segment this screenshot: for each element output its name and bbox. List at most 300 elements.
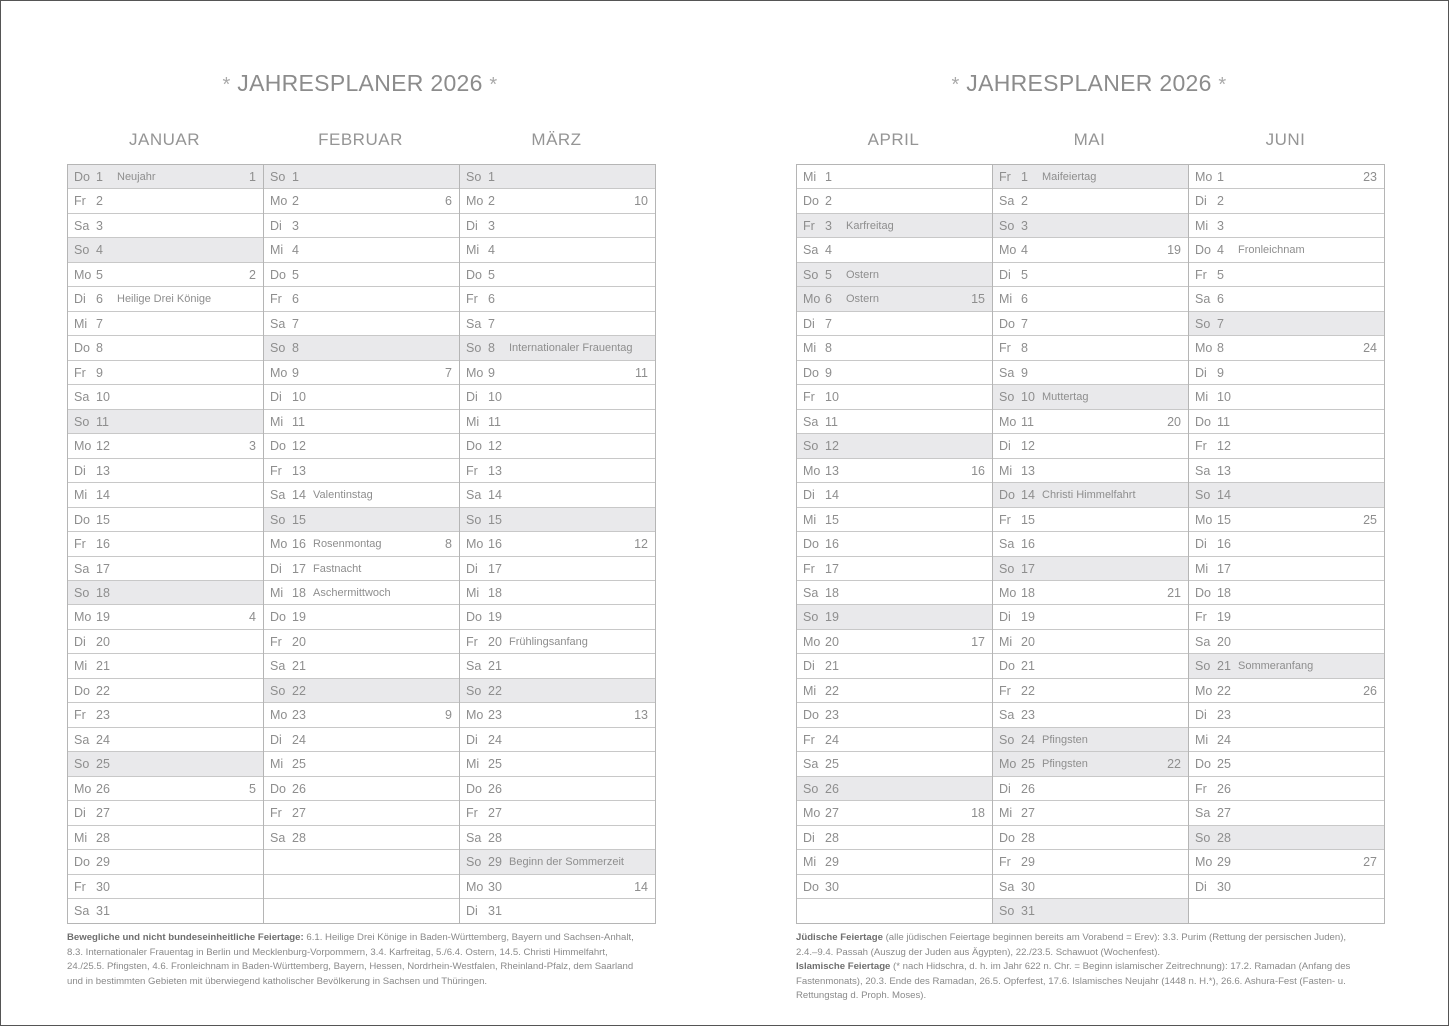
weekday-label: Sa — [999, 708, 1015, 723]
week-number: 7 — [445, 365, 452, 380]
month-column — [460, 165, 655, 923]
day-number: 12 — [1217, 439, 1231, 454]
weekday-label: Fr — [466, 806, 478, 821]
day-number: 29 — [488, 855, 502, 870]
day-number: 24 — [292, 732, 306, 747]
day-number: 14 — [488, 488, 502, 503]
day-cell — [1189, 850, 1384, 874]
day-cell — [993, 287, 1188, 311]
day-cell — [264, 508, 459, 532]
day-cell — [68, 287, 263, 311]
weekday-label: Mi — [999, 634, 1013, 649]
day-cell — [68, 214, 263, 238]
weekday-label: Mi — [1195, 732, 1209, 747]
holiday-label: Rosenmontag — [313, 538, 382, 551]
day-cell — [68, 361, 263, 385]
day-number: 27 — [488, 806, 502, 821]
day-cell — [68, 165, 263, 189]
day-number: 5 — [488, 267, 495, 282]
weekday-label: So — [999, 561, 1015, 576]
weekday-label: Di — [803, 659, 815, 674]
weekday-label: Di — [466, 390, 478, 405]
page-title — [67, 70, 653, 97]
weekday-label: So — [1195, 488, 1211, 503]
day-number: 9 — [488, 365, 495, 380]
day-cell — [68, 483, 263, 507]
day-number: 28 — [1217, 830, 1231, 845]
weekday-label: Mi — [74, 316, 88, 331]
day-cell — [264, 826, 459, 850]
day-cell — [797, 459, 992, 483]
day-cell — [797, 557, 992, 581]
weekday-label: So — [74, 243, 90, 258]
day-cell — [1189, 361, 1384, 385]
weekday-label: So — [270, 683, 286, 698]
day-number: 21 — [96, 659, 110, 674]
weekday-label: Di — [270, 732, 282, 747]
holiday-label: Heilige Drei Könige — [117, 293, 212, 306]
week-number: 19 — [1167, 243, 1181, 258]
week-number: 21 — [1167, 585, 1181, 600]
day-cell — [68, 385, 263, 409]
day-cell — [68, 263, 263, 287]
weekday-label: Fr — [74, 879, 86, 894]
weekday-label: Fr — [803, 390, 815, 405]
day-number: 5 — [292, 267, 299, 282]
weekday-label: Mo — [1195, 341, 1213, 356]
day-cell — [68, 850, 263, 874]
weekday-label: Mo — [999, 243, 1017, 258]
weekday-label: Mo — [270, 537, 288, 552]
day-number: 10 — [1217, 390, 1231, 405]
day-number: 2 — [488, 194, 495, 209]
footnote-text: 6.1. Heilige Drei Könige in Baden-Württemberg, Bayern und Sachsen-Anhalt, 8.3. Internationaler Frauentag in Berlin und Mecklenburg-Vorpommern, 3.4. Karfreitag, 5./6.4. Ostern, 14.5. Christi Himmelfahrt, 24./25.5. Pfingsten, 4.6. Fronleichnam in Baden-Württemberg, Bayern, Hessen, Nordrhein-Westfalen, Rheinland-Pfalz, dem Saarland und in bestimmten Gebieten mit überwiegend katholischer Bevölkerung in Sachsen und Thüringen. — [67, 932, 634, 987]
weekday-label: Do — [466, 267, 482, 282]
day-number: 9 — [825, 365, 832, 380]
day-number: 19 — [96, 610, 110, 625]
weekday-label: So — [466, 170, 482, 184]
day-cell — [68, 312, 263, 336]
weekday-label: Do — [803, 365, 819, 380]
week-number: 27 — [1363, 855, 1377, 870]
weekday-label: Sa — [466, 316, 482, 331]
day-number: 23 — [1021, 708, 1035, 723]
weekday-label: Mo — [466, 365, 484, 380]
day-cell — [264, 189, 459, 213]
day-cell — [993, 361, 1188, 385]
weekday-label: Mo — [270, 194, 288, 209]
week-number: 12 — [634, 537, 648, 552]
day-number: 22 — [1021, 683, 1035, 698]
holiday-label: Karfreitag — [846, 219, 894, 232]
week-number: 11 — [635, 365, 648, 380]
weekday-label: So — [803, 781, 819, 796]
day-cell — [797, 532, 992, 556]
day-cell — [460, 410, 655, 434]
weekday-label: Sa — [999, 365, 1015, 380]
day-cell — [993, 801, 1188, 825]
weekday-label: Di — [999, 781, 1011, 796]
weekday-label: Fr — [74, 194, 86, 209]
holiday-label: Pfingsten — [1042, 758, 1088, 771]
weekday-label: Mi — [466, 757, 480, 772]
day-cell — [460, 850, 655, 874]
day-number: 15 — [825, 512, 839, 527]
weekday-label: Mo — [74, 267, 92, 282]
day-number: 25 — [1021, 757, 1035, 772]
weekday-label: Mo — [466, 194, 484, 209]
day-cell — [264, 850, 459, 874]
day-number: 20 — [825, 634, 839, 649]
day-cell — [1189, 410, 1384, 434]
day-number: 7 — [825, 316, 832, 331]
weekday-label: Do — [466, 439, 482, 454]
weekday-label: Do — [1195, 243, 1211, 258]
holiday-label: Maifeiertag — [1042, 171, 1097, 183]
footnote-heading-jewish: Jüdische Feiertage — [796, 932, 883, 943]
weekday-label: Sa — [74, 904, 90, 919]
holiday-label: Sommeranfang — [1238, 660, 1314, 673]
weekday-label: Fr — [466, 634, 478, 649]
day-number: 5 — [96, 267, 103, 282]
month-name-juni: JUNI — [1265, 130, 1306, 149]
day-number: 31 — [96, 904, 110, 919]
day-number: 27 — [825, 806, 839, 821]
day-number: 6 — [96, 292, 103, 307]
day-number: 20 — [96, 634, 110, 649]
day-cell — [68, 777, 263, 801]
weekday-label: Sa — [270, 659, 286, 674]
day-cell — [264, 214, 459, 238]
weekday-label: Sa — [74, 390, 90, 405]
day-number: 29 — [1021, 855, 1035, 870]
weekday-label: Mo — [466, 879, 484, 894]
day-cell — [1189, 214, 1384, 238]
weekday-label: Do — [803, 537, 819, 552]
day-cell — [1189, 336, 1384, 360]
day-cell — [460, 238, 655, 262]
day-cell — [1189, 459, 1384, 483]
weekday-label: Mo — [803, 806, 821, 821]
day-number: 8 — [1021, 341, 1028, 356]
day-number: 21 — [488, 659, 502, 674]
weekday-label: Di — [803, 488, 815, 503]
day-cell — [460, 728, 655, 752]
weekday-label: Di — [1195, 537, 1207, 552]
day-number: 20 — [1021, 634, 1035, 649]
day-number: 26 — [825, 781, 839, 796]
day-cell — [264, 385, 459, 409]
weekday-label: Mo — [1195, 683, 1213, 698]
day-cell — [993, 850, 1188, 874]
day-cell — [993, 336, 1188, 360]
weekday-label: Sa — [999, 194, 1015, 209]
weekday-label: So — [74, 414, 90, 429]
weekday-label: Sa — [466, 488, 482, 503]
day-cell — [1189, 899, 1384, 922]
day-cell — [460, 899, 655, 922]
day-number: 3 — [292, 218, 299, 233]
weekday-label: So — [999, 218, 1015, 233]
weekday-label: Fr — [803, 561, 815, 576]
weekday-label: Mo — [466, 537, 484, 552]
holiday-label: Fastnacht — [313, 562, 362, 575]
day-number: 7 — [1217, 316, 1224, 331]
day-cell — [460, 287, 655, 311]
day-cell — [460, 557, 655, 581]
week-number: 22 — [1167, 757, 1181, 772]
weekday-label: Mi — [803, 512, 817, 527]
weekday-label: Fr — [1195, 610, 1207, 625]
holiday-label: Fronleichnam — [1238, 244, 1305, 257]
day-number: 22 — [292, 683, 306, 698]
day-cell — [993, 214, 1188, 238]
weekday-label: Do — [803, 708, 819, 723]
weekday-label: Fr — [74, 708, 86, 723]
day-number: 3 — [96, 218, 103, 233]
day-cell — [993, 899, 1188, 922]
day-number: 5 — [825, 267, 832, 282]
weekday-label: Mi — [1195, 561, 1209, 576]
day-cell — [264, 263, 459, 287]
day-cell — [797, 630, 992, 654]
month-name-april: APRIL — [867, 130, 920, 149]
weekday-label: Mi — [270, 414, 284, 429]
weekday-label: So — [466, 341, 482, 356]
day-number: 26 — [1021, 781, 1035, 796]
day-number: 28 — [96, 830, 110, 845]
day-cell — [993, 410, 1188, 434]
weekday-label: Do — [74, 512, 90, 527]
day-number: 1 — [96, 170, 103, 184]
weekday-label: So — [74, 585, 90, 600]
weekday-label: So — [803, 267, 819, 282]
day-number: 9 — [292, 365, 299, 380]
month-column — [993, 165, 1189, 923]
day-number: 5 — [1217, 267, 1224, 282]
day-cell — [1189, 703, 1384, 727]
week-number: 5 — [249, 781, 256, 796]
day-cell — [797, 850, 992, 874]
day-cell — [68, 752, 263, 776]
day-number: 23 — [1217, 708, 1231, 723]
weekday-label: Mi — [803, 341, 817, 356]
day-cell — [264, 483, 459, 507]
day-cell — [1189, 483, 1384, 507]
day-number: 16 — [825, 537, 839, 552]
day-number: 26 — [292, 781, 306, 796]
weekday-label: Fr — [1195, 781, 1207, 796]
day-number: 17 — [96, 561, 110, 576]
day-cell — [68, 189, 263, 213]
weekday-label: Fr — [270, 806, 282, 821]
day-cell — [264, 801, 459, 825]
day-cell — [68, 703, 263, 727]
day-number: 16 — [1021, 537, 1035, 552]
day-cell — [797, 581, 992, 605]
weekday-label: Mo — [74, 439, 92, 454]
day-cell — [460, 263, 655, 287]
day-number: 14 — [1021, 488, 1035, 503]
day-number: 16 — [96, 537, 110, 552]
day-number: 11 — [488, 414, 501, 429]
day-number: 27 — [1021, 806, 1035, 821]
title-text: JAHRESPLANER 2026 — [966, 70, 1212, 96]
day-number: 3 — [825, 218, 832, 233]
weekday-label: Fr — [270, 634, 282, 649]
weekday-label: Do — [270, 781, 286, 796]
day-number: 15 — [1021, 512, 1035, 527]
day-cell — [1189, 189, 1384, 213]
day-cell — [797, 679, 992, 703]
day-number: 15 — [1217, 512, 1231, 527]
day-cell — [1189, 679, 1384, 703]
day-cell — [460, 483, 655, 507]
day-number: 18 — [1217, 585, 1231, 600]
weekday-label: Mo — [803, 292, 821, 307]
weekday-label: Sa — [270, 488, 286, 503]
weekday-label: Sa — [1195, 806, 1211, 821]
day-number: 23 — [488, 708, 502, 723]
weekday-label: Sa — [803, 243, 819, 258]
day-cell — [460, 679, 655, 703]
holiday-label: Aschermittwoch — [313, 586, 391, 599]
day-number: 4 — [1217, 243, 1224, 258]
day-number: 7 — [1021, 316, 1028, 331]
day-number: 3 — [1021, 218, 1028, 233]
weekday-label: Do — [74, 855, 90, 870]
weekday-label: Sa — [1195, 292, 1211, 307]
day-number: 20 — [488, 634, 502, 649]
day-cell — [797, 238, 992, 262]
day-cell — [68, 801, 263, 825]
day-number: 1 — [825, 170, 832, 184]
day-number: 23 — [96, 708, 110, 723]
day-cell — [264, 581, 459, 605]
weekday-label: So — [270, 341, 286, 356]
day-number: 26 — [488, 781, 502, 796]
day-cell — [993, 483, 1188, 507]
day-cell — [797, 434, 992, 458]
weekday-label: Do — [999, 659, 1015, 674]
day-cell — [993, 312, 1188, 336]
day-number: 24 — [1217, 732, 1231, 747]
day-cell — [1189, 581, 1384, 605]
day-cell — [993, 508, 1188, 532]
day-cell — [797, 605, 992, 629]
day-cell — [264, 777, 459, 801]
day-cell — [797, 263, 992, 287]
weekday-label: Di — [74, 806, 86, 821]
weekday-label: So — [803, 439, 819, 454]
weekday-label: Fr — [270, 292, 282, 307]
day-cell — [460, 361, 655, 385]
day-cell — [1189, 532, 1384, 556]
month-name-februar: FEBRUAR — [318, 130, 403, 149]
weekday-label: Mi — [74, 488, 88, 503]
day-number: 21 — [1021, 659, 1035, 674]
day-cell — [1189, 630, 1384, 654]
weekday-label: Mi — [466, 414, 480, 429]
day-cell — [68, 238, 263, 262]
weekday-label: Fr — [466, 463, 478, 478]
day-number: 22 — [96, 683, 110, 698]
calendar-grid — [796, 164, 1385, 924]
weekday-label: Do — [270, 610, 286, 625]
holiday-label: Frühlingsanfang — [509, 635, 588, 648]
day-number: 10 — [825, 390, 839, 405]
day-cell — [993, 630, 1188, 654]
footnote-text-jewish: (alle jüdischen Feiertage beginnen bereits am Vorabend = Erev): 3.3. Purim (Rettung der persischen Juden), 2.4.–9.4. Passah (Auszug der Juden aus Ägypten), 22./23.5. Schawuot (Wochenfest). — [796, 932, 1347, 958]
day-number: 18 — [96, 585, 110, 600]
day-cell — [993, 605, 1188, 629]
day-number: 5 — [1021, 267, 1028, 282]
day-number: 10 — [488, 390, 502, 405]
day-number: 12 — [292, 439, 306, 454]
day-cell — [460, 605, 655, 629]
day-number: 6 — [1217, 292, 1224, 307]
day-number: 2 — [1021, 194, 1028, 209]
day-cell — [68, 605, 263, 629]
day-number: 17 — [825, 561, 839, 576]
week-number: 18 — [971, 806, 985, 821]
month-name-mai: MAI — [1073, 130, 1106, 149]
day-cell — [68, 508, 263, 532]
day-cell — [797, 189, 992, 213]
week-number: 8 — [445, 537, 452, 552]
weekday-label: So — [999, 732, 1015, 747]
day-cell — [797, 336, 992, 360]
weekday-label: Do — [999, 316, 1015, 331]
day-cell — [993, 385, 1188, 409]
weekday-label: Mi — [1195, 390, 1209, 405]
day-number: 18 — [1021, 585, 1035, 600]
weekday-label: Fr — [1195, 267, 1207, 282]
weekday-label: Do — [999, 830, 1015, 845]
weekday-label: Mo — [1195, 170, 1213, 184]
day-cell — [68, 532, 263, 556]
day-number: 12 — [488, 439, 502, 454]
holiday-footnote — [67, 931, 647, 989]
day-cell — [1189, 777, 1384, 801]
weekday-label: Mo — [999, 757, 1017, 772]
day-cell — [460, 459, 655, 483]
title-text: JAHRESPLANER 2026 — [237, 70, 483, 96]
day-cell — [460, 875, 655, 899]
day-number: 14 — [96, 488, 110, 503]
star-icon: * — [951, 74, 960, 96]
day-cell — [993, 557, 1188, 581]
day-cell — [1189, 508, 1384, 532]
day-cell — [68, 459, 263, 483]
day-number: 3 — [488, 218, 495, 233]
holiday-label: Valentinstag — [313, 489, 373, 502]
day-cell — [264, 434, 459, 458]
day-number: 25 — [96, 757, 110, 772]
day-cell — [993, 728, 1188, 752]
day-number: 1 — [292, 170, 299, 184]
day-number: 17 — [292, 561, 306, 576]
weekday-label: Fr — [74, 537, 86, 552]
week-number: 15 — [971, 292, 985, 307]
day-number: 15 — [292, 512, 306, 527]
day-cell — [264, 679, 459, 703]
weekday-label: Mi — [466, 243, 480, 258]
weekday-label: So — [803, 610, 819, 625]
day-number: 25 — [488, 757, 502, 772]
weekday-label: Mi — [270, 585, 284, 600]
day-number: 26 — [1217, 781, 1231, 796]
